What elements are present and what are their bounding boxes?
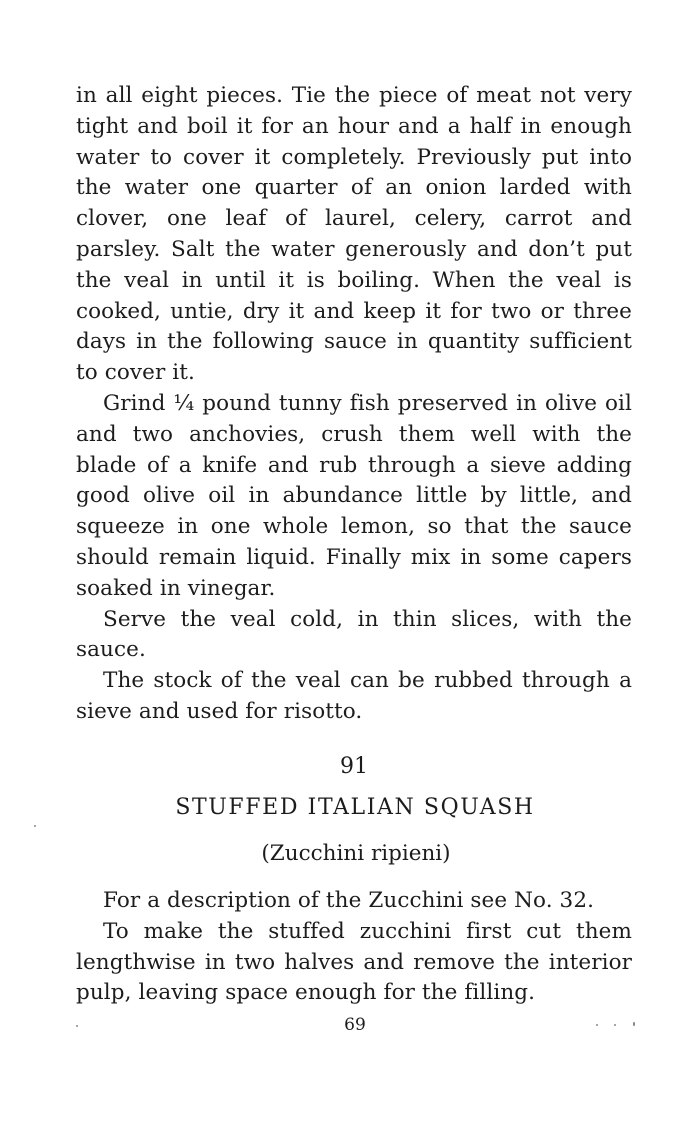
paragraph-stock: The stock of the veal can be rubbed through a sieve and used for risotto. xyxy=(76,668,632,724)
page-number: 69 xyxy=(344,1015,366,1035)
print-speck xyxy=(614,1024,616,1026)
print-speck xyxy=(34,825,36,827)
recipe-number: 91 xyxy=(340,754,368,779)
paragraph-cutting-instructions: To make the stuffed zucchini first cut them lengthwise in two halves and remove the interior pulp, leaving space enough for the filling. xyxy=(76,918,632,1006)
stuffed-squash-recipe-body xyxy=(76,886,632,1009)
paragraph-serving: Serve the veal cold, in thin slices, with the sauce. xyxy=(76,606,632,663)
paragraph-veal-preparation: in all eight pieces. Tie the piece of meat not very tight and boil it for an hour and a half in enough water to cover it completely. Previously put into the water one quarter of an onion larded with clover, one leaf of laurel, celery, carrot and parsley. Salt the water generously and don’t put the veal in until it is boiling. When the veal is cooked, untie, dry it and keep it for two or three days in the following sauce in quantity sufficient to cover it. xyxy=(76,83,632,386)
print-speck xyxy=(76,1025,78,1027)
print-speck xyxy=(633,1022,635,1026)
veal-recipe-continuation xyxy=(76,81,632,728)
paragraph-zucchini-reference: For a description of the Zucchini see No. 32. xyxy=(103,888,595,913)
recipe-title: STUFFED ITALIAN SQUASH xyxy=(175,795,535,820)
recipe-subtitle: (Zucchini ripieni) xyxy=(261,841,451,866)
paragraph-tunny-sauce: Grind ¼ pound tunny fish preserved in olive oil and two anchovies, crush them well with the blade of a knife and rub through a sieve adding good olive oil in abundance little by little, and squeeze in one whole lemon, so that the sauce should remain liquid. Finally mix in some capers soaked in vinegar. xyxy=(76,390,632,601)
print-speck xyxy=(596,1024,598,1026)
